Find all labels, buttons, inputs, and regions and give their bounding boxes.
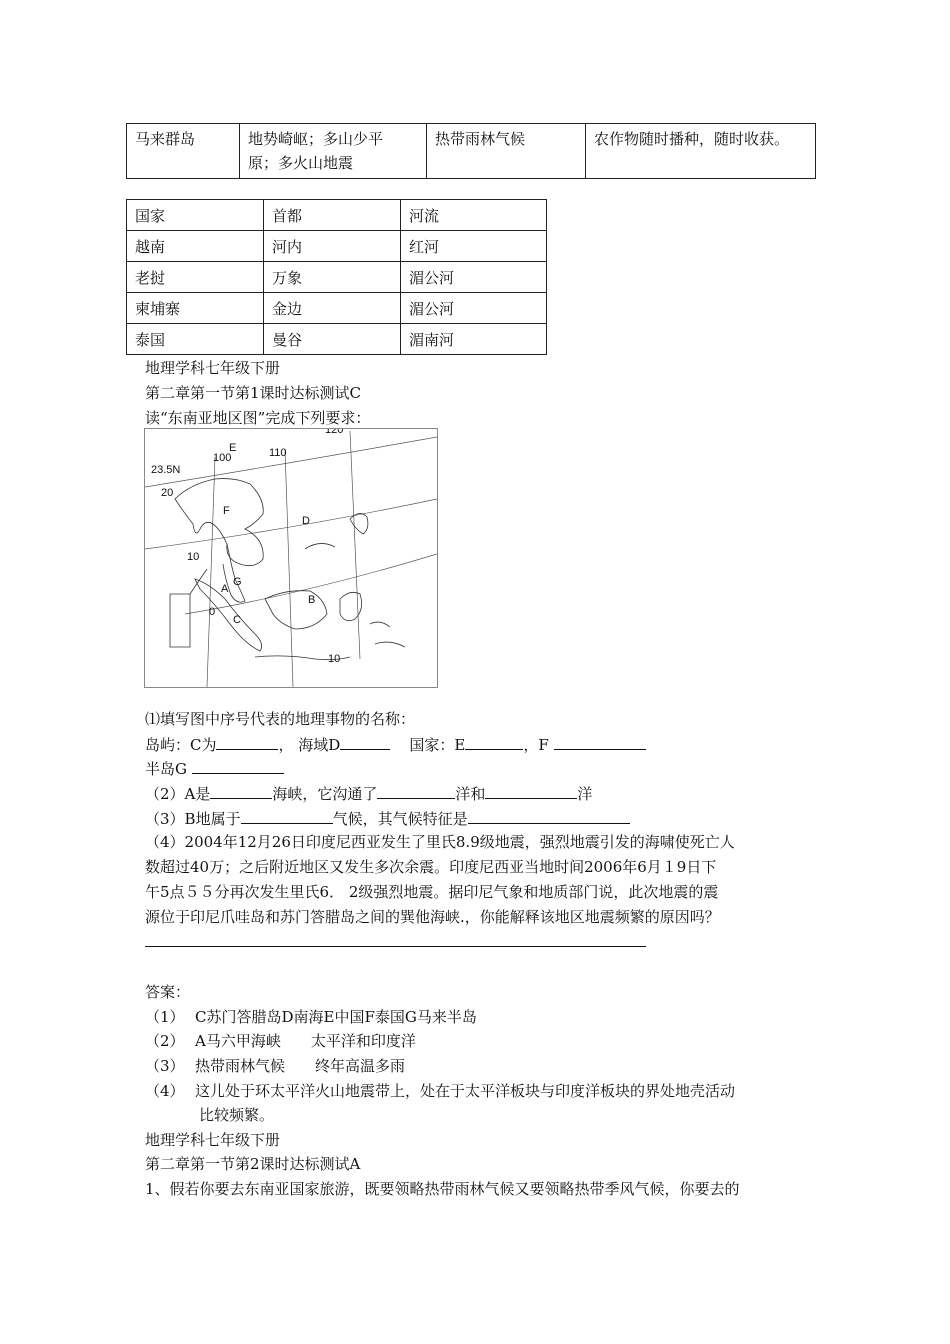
- table-cell: 河流: [401, 200, 547, 231]
- q1-sea-label: ， 海域D: [278, 736, 341, 754]
- table-row: [127, 124, 816, 179]
- q3-text: 气候，其气候特征是: [332, 810, 468, 828]
- answer-text: A马六甲海峡 太平洋和印度洋: [195, 1032, 416, 1050]
- answer-blank[interactable]: [485, 782, 577, 799]
- label-G: G: [233, 576, 242, 588]
- question-4-line: （4）2004年12月26日印度尼西亚发生了里氏8.9级地震，强烈地震引发的海啸使死亡人: [145, 833, 735, 851]
- question-1-peninsula: [145, 757, 284, 779]
- table-cell: 曼谷: [264, 324, 401, 355]
- answer-text: C苏门答腊岛D南海E中国F泰国G马来半岛: [195, 1008, 477, 1026]
- table-cell: 万象: [264, 262, 401, 293]
- answer-blank[interactable]: [340, 733, 390, 750]
- q1-f-label: ，F: [523, 736, 549, 754]
- answer-number: （2）: [145, 1032, 185, 1050]
- answer-line[interactable]: [145, 946, 646, 947]
- label-B: B: [308, 594, 316, 606]
- table-cell: 老挝: [127, 262, 264, 293]
- next-question: 1、假若你要去东南亚国家旅游，既要领略热带雨林气候又要领略热带季风气候，你要去的: [145, 1180, 740, 1198]
- answer-blank[interactable]: [468, 807, 630, 824]
- table-cell: 热带雨林气候: [427, 124, 586, 179]
- table-cell: 马来群岛: [127, 124, 240, 179]
- answer-blank[interactable]: [210, 782, 272, 799]
- answer-number: （4）: [145, 1082, 185, 1100]
- question-2: [145, 782, 592, 804]
- answer-item: [145, 1031, 416, 1051]
- subject-header: 地理学科七年级下册: [145, 359, 281, 377]
- section-title: 第二章第一节第2课时达标测试A: [145, 1155, 361, 1173]
- q2-text: （2）A是: [145, 785, 211, 803]
- label-A: A: [221, 583, 229, 595]
- label-lon-110: 110: [269, 447, 287, 459]
- table-cell: 湄南河: [401, 324, 547, 355]
- answer-blank[interactable]: [216, 733, 278, 750]
- southeast-asia-map: [144, 428, 438, 688]
- label-lon-100: 100: [213, 452, 232, 464]
- answer-blank[interactable]: [554, 733, 646, 750]
- label-F: F: [223, 505, 230, 517]
- label-lat-10: 10: [187, 551, 200, 563]
- question-4-line: 源位于印尼爪哇岛和苏门答腊岛之间的巽他海峡.，你能解释该地区地震频繁的原因吗？: [145, 908, 720, 926]
- answer-item: [145, 1081, 735, 1101]
- table-cell: 湄公河: [401, 293, 547, 324]
- answer-number: （1）: [145, 1008, 185, 1026]
- label-lon-120: 120: [325, 429, 344, 436]
- map-labels: [151, 429, 343, 665]
- country-capital-river-table: [126, 199, 547, 355]
- answer-item: [145, 1007, 477, 1027]
- table-row: [127, 324, 547, 355]
- label-C: C: [233, 614, 241, 626]
- question-4-line: 数超过40万；之后附近地区又发生多次余震。印度尼西亚当地时间2006年6月１9日下: [145, 858, 717, 876]
- answer-blank[interactable]: [241, 807, 333, 824]
- q2-text: 海峡，它沟通了: [272, 785, 378, 803]
- q3-text: （3）B地属于: [145, 810, 241, 828]
- label-lat-23-5N: 23.5N: [151, 464, 181, 476]
- map-drawing: [145, 429, 437, 687]
- table-cell: 首都: [264, 200, 401, 231]
- answer-blank[interactable]: [192, 757, 284, 774]
- map-instruction: 读“东南亚地区图”完成下列要求：: [145, 409, 371, 427]
- question-1-fill: [145, 733, 646, 755]
- table-cell: 湄公河: [401, 262, 547, 293]
- q2-text: 洋和: [455, 785, 486, 803]
- label-lat-10-south: 10: [328, 653, 341, 665]
- answer-item: [145, 1056, 405, 1076]
- table-cell: 越南: [127, 231, 264, 262]
- question-4-line: 午5点５５分再次发生里氏6． 2级强烈地震。据印尼气象和地质部门说，此次地震的震: [145, 883, 719, 901]
- q1-island-label: 岛屿：C为: [145, 736, 217, 754]
- question-3: [145, 807, 630, 829]
- table-cell: 河内: [264, 231, 401, 262]
- table-cell: 农作物随时播种，随时收获。: [586, 124, 816, 179]
- q1-peninsula-label: 半岛G: [145, 760, 187, 778]
- answer-blank[interactable]: [377, 782, 455, 799]
- table-row: [127, 293, 547, 324]
- subject-header: 地理学科七年级下册: [145, 1131, 281, 1149]
- table-cell: 红河: [401, 231, 547, 262]
- table-cell: 国家: [127, 200, 264, 231]
- malay-archipelago-table: [126, 123, 816, 179]
- cell-line: 地势崎岖；多山少平: [248, 130, 384, 148]
- answer-text: 热带雨林气候 终年高温多雨: [195, 1057, 406, 1075]
- table-row: [127, 231, 547, 262]
- table-cell: 泰国: [127, 324, 264, 355]
- label-D: D: [302, 515, 310, 527]
- q2-text: 洋: [577, 785, 593, 803]
- label-E: E: [229, 442, 237, 454]
- answer-number: （3）: [145, 1057, 185, 1075]
- question-1-title: ⑴填写图中序号代表的地理事物的名称：: [145, 710, 416, 728]
- section-title: 第二章第一节第1课时达标测试C: [145, 384, 362, 402]
- answer-continuation: 比较频繁。: [199, 1106, 275, 1124]
- table-row: [127, 262, 547, 293]
- q1-country-label: 国家：E: [409, 736, 466, 754]
- table-cell: 柬埔寨: [127, 293, 264, 324]
- table-row: [127, 200, 547, 231]
- label-lat-20: 20: [161, 487, 174, 499]
- answer-text: 这儿处于环太平洋火山地震带上，处在于太平洋板块与印度洋板块的界处地壳活动: [195, 1082, 736, 1100]
- table-cell: [240, 124, 427, 179]
- label-lat-0: 0: [209, 606, 216, 618]
- table-cell: 金边: [264, 293, 401, 324]
- answers-title: 答案：: [145, 983, 191, 1001]
- cell-line: 原；多火山地震: [248, 154, 354, 172]
- answer-blank[interactable]: [465, 733, 523, 750]
